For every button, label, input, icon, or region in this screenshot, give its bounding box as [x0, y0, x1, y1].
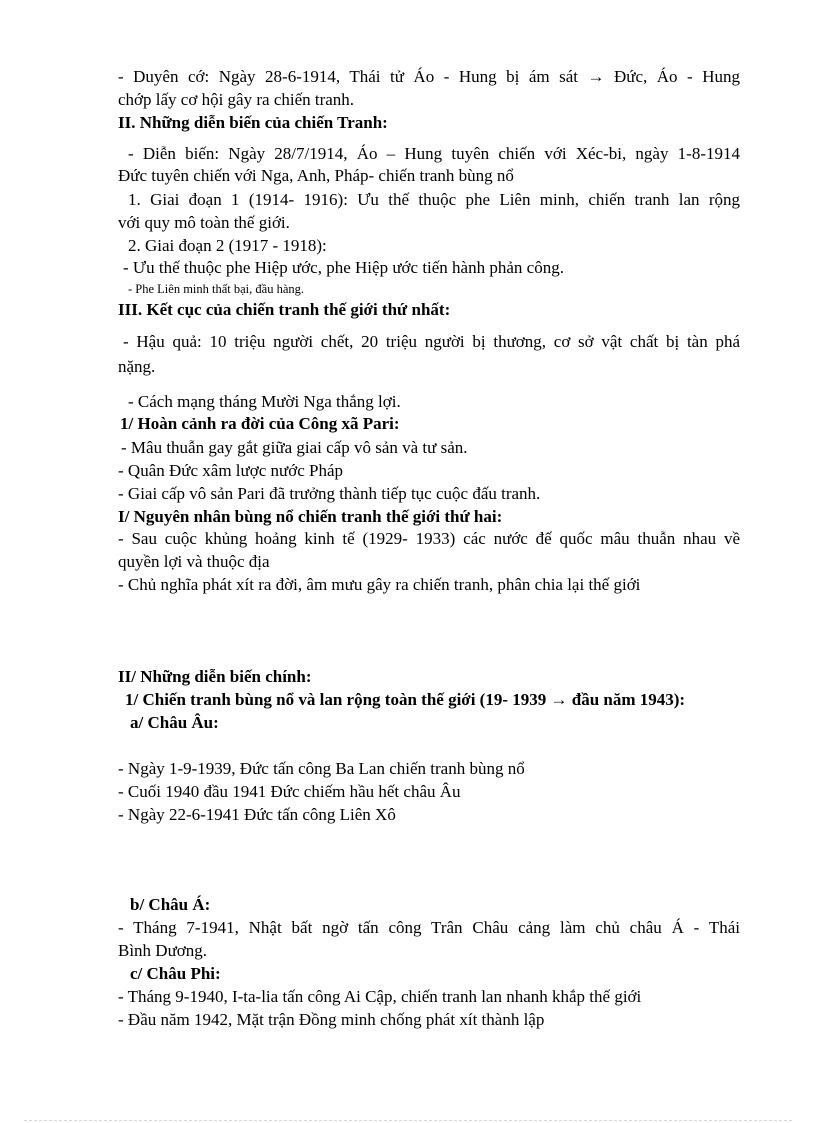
text-line: - Quân Đức xâm lược nước Pháp: [118, 461, 344, 480]
text-line: - Ưu thế thuộc phe Hiệp ước, phe Hiệp ước tiến hành phản công.: [123, 258, 564, 277]
text-line: - Ngày 22-6-1941 Đức tấn công Liên Xô: [118, 805, 396, 824]
text-line: 1. Giai đoạn 1 (1914- 1916): Ưu thế thuộc phe Liên minh, chiến tranh lan rộng: [128, 190, 740, 209]
subsection-heading: b/ Châu Á:: [130, 895, 211, 914]
text-line: - Đầu năm 1942, Mặt trận Đồng minh chống phát xít thành lập: [118, 1010, 545, 1029]
text-line: - Hậu quả: 10 triệu người chết, 20 triệu người bị thương, cơ sở vật chất bị tàn phá: [123, 332, 740, 351]
text-line: - Diễn biến: Ngày 28/7/1914, Áo – Hung tuyên chiến với Xéc-bi, ngày 1-8-1914: [128, 144, 740, 163]
text-line: 2. Giai đoạn 2 (1917 - 1918):: [128, 236, 327, 255]
text-line: - Duyên cớ: Ngày 28-6-1914, Thái tử Áo - Hung bị ám sát → Đức, Áo - Hung: [118, 67, 740, 86]
text-line: - Chủ nghĩa phát xít ra đời, âm mưu gây ra chiến tranh, phân chia lại thế giới: [118, 575, 641, 594]
text-line: - Mâu thuẫn gay gắt giữa giai cấp vô sản và tư sản.: [121, 438, 468, 457]
text-line: nặng.: [118, 357, 156, 376]
text-line: chớp lấy cơ hội gây ra chiến tranh.: [118, 90, 355, 109]
section-heading: II. Những diễn biến của chiến Tranh:: [118, 113, 388, 132]
text-line: - Cuối 1940 đầu 1941 Đức chiếm hầu hết châu Âu: [118, 782, 461, 801]
section-heading: II/ Những diễn biến chính:: [118, 667, 312, 686]
text-line: - Ngày 1-9-1939, Đức tấn công Ba Lan chiến tranh bùng nổ: [118, 759, 525, 778]
subsection-heading: c/ Châu Phi:: [130, 964, 221, 983]
text-line: quyền lợi và thuộc địa: [118, 552, 270, 571]
section-heading: III. Kết cục của chiến tranh thế giới thứ nhất:: [118, 300, 451, 319]
section-heading: 1/ Hoàn cảnh ra đời của Công xã Pari:: [120, 414, 400, 433]
section-heading: I/ Nguyên nhân bùng nổ chiến tranh thế giới thứ hai:: [118, 507, 503, 526]
subsection-heading: a/ Châu Âu:: [130, 713, 219, 732]
page-bottom-divider: [24, 1120, 792, 1121]
text-line: - Cách mạng tháng Mười Nga thắng lợi.: [128, 392, 401, 411]
text-line: Đức tuyên chiến với Nga, Anh, Pháp- chiến tranh bùng nổ: [118, 166, 514, 185]
text-line: Bình Dương.: [118, 941, 208, 960]
text-line: - Tháng 7-1941, Nhật bất ngờ tấn công Trân Châu cảng làm chủ châu Á - Thái: [118, 918, 740, 937]
text-line: - Giai cấp vô sản Pari đã trưởng thành tiếp tục cuộc đấu tranh.: [118, 484, 541, 503]
text-line: - Phe Liên minh thất bại, đầu hàng.: [128, 282, 305, 296]
text-line: - Tháng 9-1940, I-ta-lia tấn công Ai Cập, chiến tranh lan nhanh khắp thế giới: [118, 987, 642, 1006]
text-line: - Sau cuộc khủng hoảng kinh tế (1929- 1933) các nước đế quốc mâu thuẫn nhau về: [118, 529, 740, 548]
section-heading: 1/ Chiến tranh bùng nổ và lan rộng toàn thế giới (19- 1939 → đầu năm 1943):: [125, 690, 686, 709]
text-line: với quy mô toàn thế giới.: [118, 213, 290, 232]
